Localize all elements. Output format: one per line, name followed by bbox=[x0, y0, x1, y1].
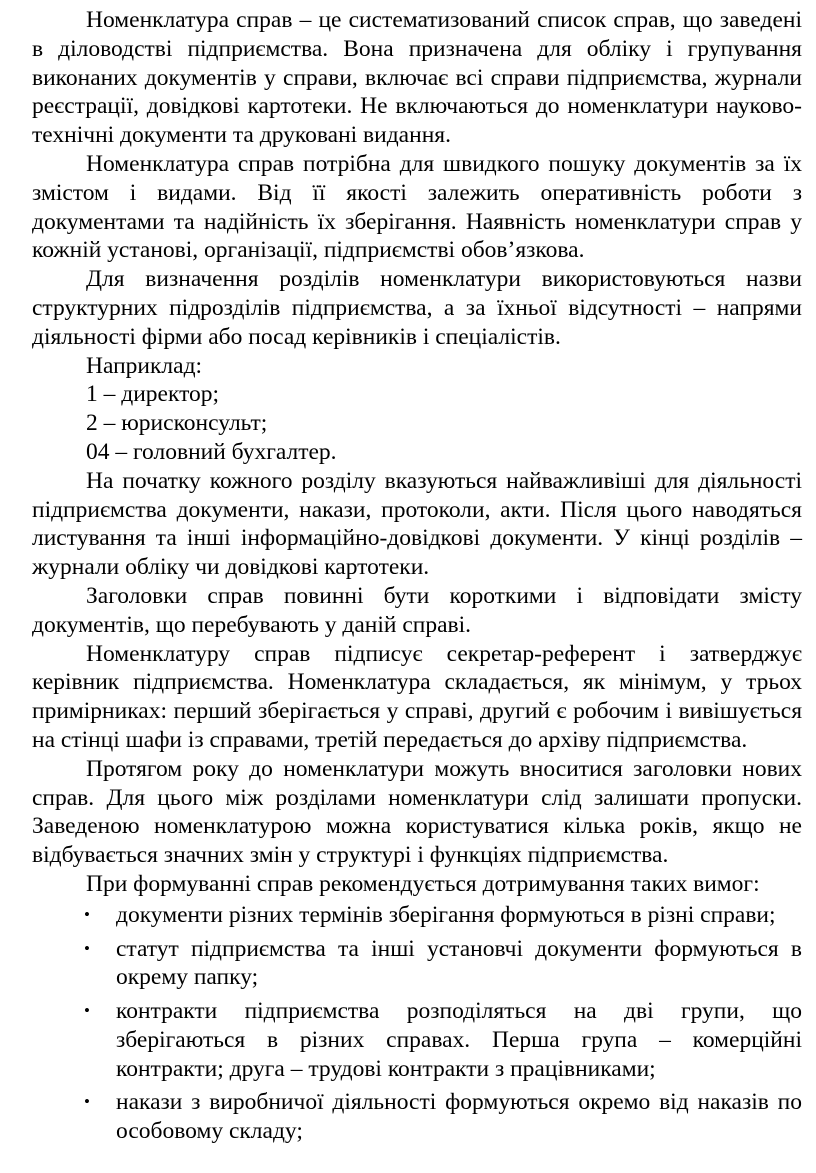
list-item bbox=[32, 1088, 802, 1146]
bullet-icon: • bbox=[84, 1092, 90, 1112]
paragraph-section-contents: На початку кожного розділу вказуються найважливіші для діяльності підприємства документи, накази, протоколи, акти. Після цього наводяться листування та інші інформаційно-довідкові документи. У кінці розділів – журнали обліку чи довідкові картотеки. bbox=[32, 467, 802, 581]
list-item bbox=[32, 935, 802, 993]
list-item-text: статут підприємства та інші установчі документи формуються в окрему папку; bbox=[116, 935, 802, 991]
requirements-list bbox=[32, 901, 802, 1146]
paragraph-new-cases: Протягом року до номенклатури можуть вноситися заголовки нових справ. Для цього між розділами номенклатури слід залишати пропуски. Заведеною номенклатурою можна користуватися кілька років, якщо не відбувається значних змін у структурі і функціях підприємства. bbox=[32, 755, 802, 869]
example-line-chief-accountant: 04 – головний бухгалтер. bbox=[86, 438, 337, 465]
document-page bbox=[32, 6, 802, 1151]
list-item-text: контракти підприємства розподіляться на дві групи, що зберігаються в різних справах. Перша група – комерційні контракти; друга – трудові контракти з працівниками; bbox=[116, 998, 802, 1082]
bullet-icon: • bbox=[84, 938, 90, 958]
list-item-text: накази з виробничої діяльності формуються окремо від наказів по особовому складу; bbox=[116, 1089, 802, 1145]
paragraph-sections-definition: Для визначення розділів номенклатури використовуються назви структурних підрозділів підприємства, а за їхньої відсутності – напрями діяльності фірми або посад керівників і спеціалістів. bbox=[32, 266, 802, 350]
example-line-director: 1 – директор; bbox=[86, 381, 220, 408]
paragraph-nomenclature-definition: Номенклатура справ – це систематизований список справ, що заведені в діловодстві підприємства. Вона призначена для обліку і групування виконаних документів у справи, включає всі справи підприємства, журнали реєстрації, довідкові картотеки. Не включаються до номенклатури науково-технічні документи та друковані видання. bbox=[32, 7, 802, 149]
paragraph-signing: Номенклатуру справ підписує секретар-референт і затверджує керівник підприємства. Номенклатура складається, як мінімум, у трьох примірниках: перший зберігається у справі, другий є робочим і вивішується на стінці шафи із справами, третій передається до архіву підприємства. bbox=[32, 640, 802, 753]
paragraph-example-heading: Наприклад: bbox=[86, 352, 203, 379]
list-item bbox=[32, 997, 802, 1083]
paragraph-case-titles: Заголовки справ повинні бути короткими і відповідати змісту документів, що перебувають у даній справі. bbox=[32, 582, 802, 638]
list-item bbox=[32, 901, 802, 930]
paragraph-nomenclature-purpose: Номенклатура справ потрібна для швидкого пошуку документів за їх змістом і видами. Від її якості залежить оперативність роботи з документами та надійність їх зберігання. Наявність номенклатури справ у кожній установі, організації, підприємстві обов’язкова. bbox=[32, 150, 802, 264]
list-item-text: документи різних термінів зберігання формуються в різні справи; bbox=[116, 901, 776, 928]
bullet-icon: • bbox=[84, 1001, 90, 1021]
paragraph-requirements-intro: При формуванні справ рекомендується дотримування таких вимог: bbox=[86, 870, 760, 897]
bullet-icon: • bbox=[84, 904, 90, 924]
example-line-legal-adviser: 2 – юрисконсульт; bbox=[86, 410, 268, 437]
